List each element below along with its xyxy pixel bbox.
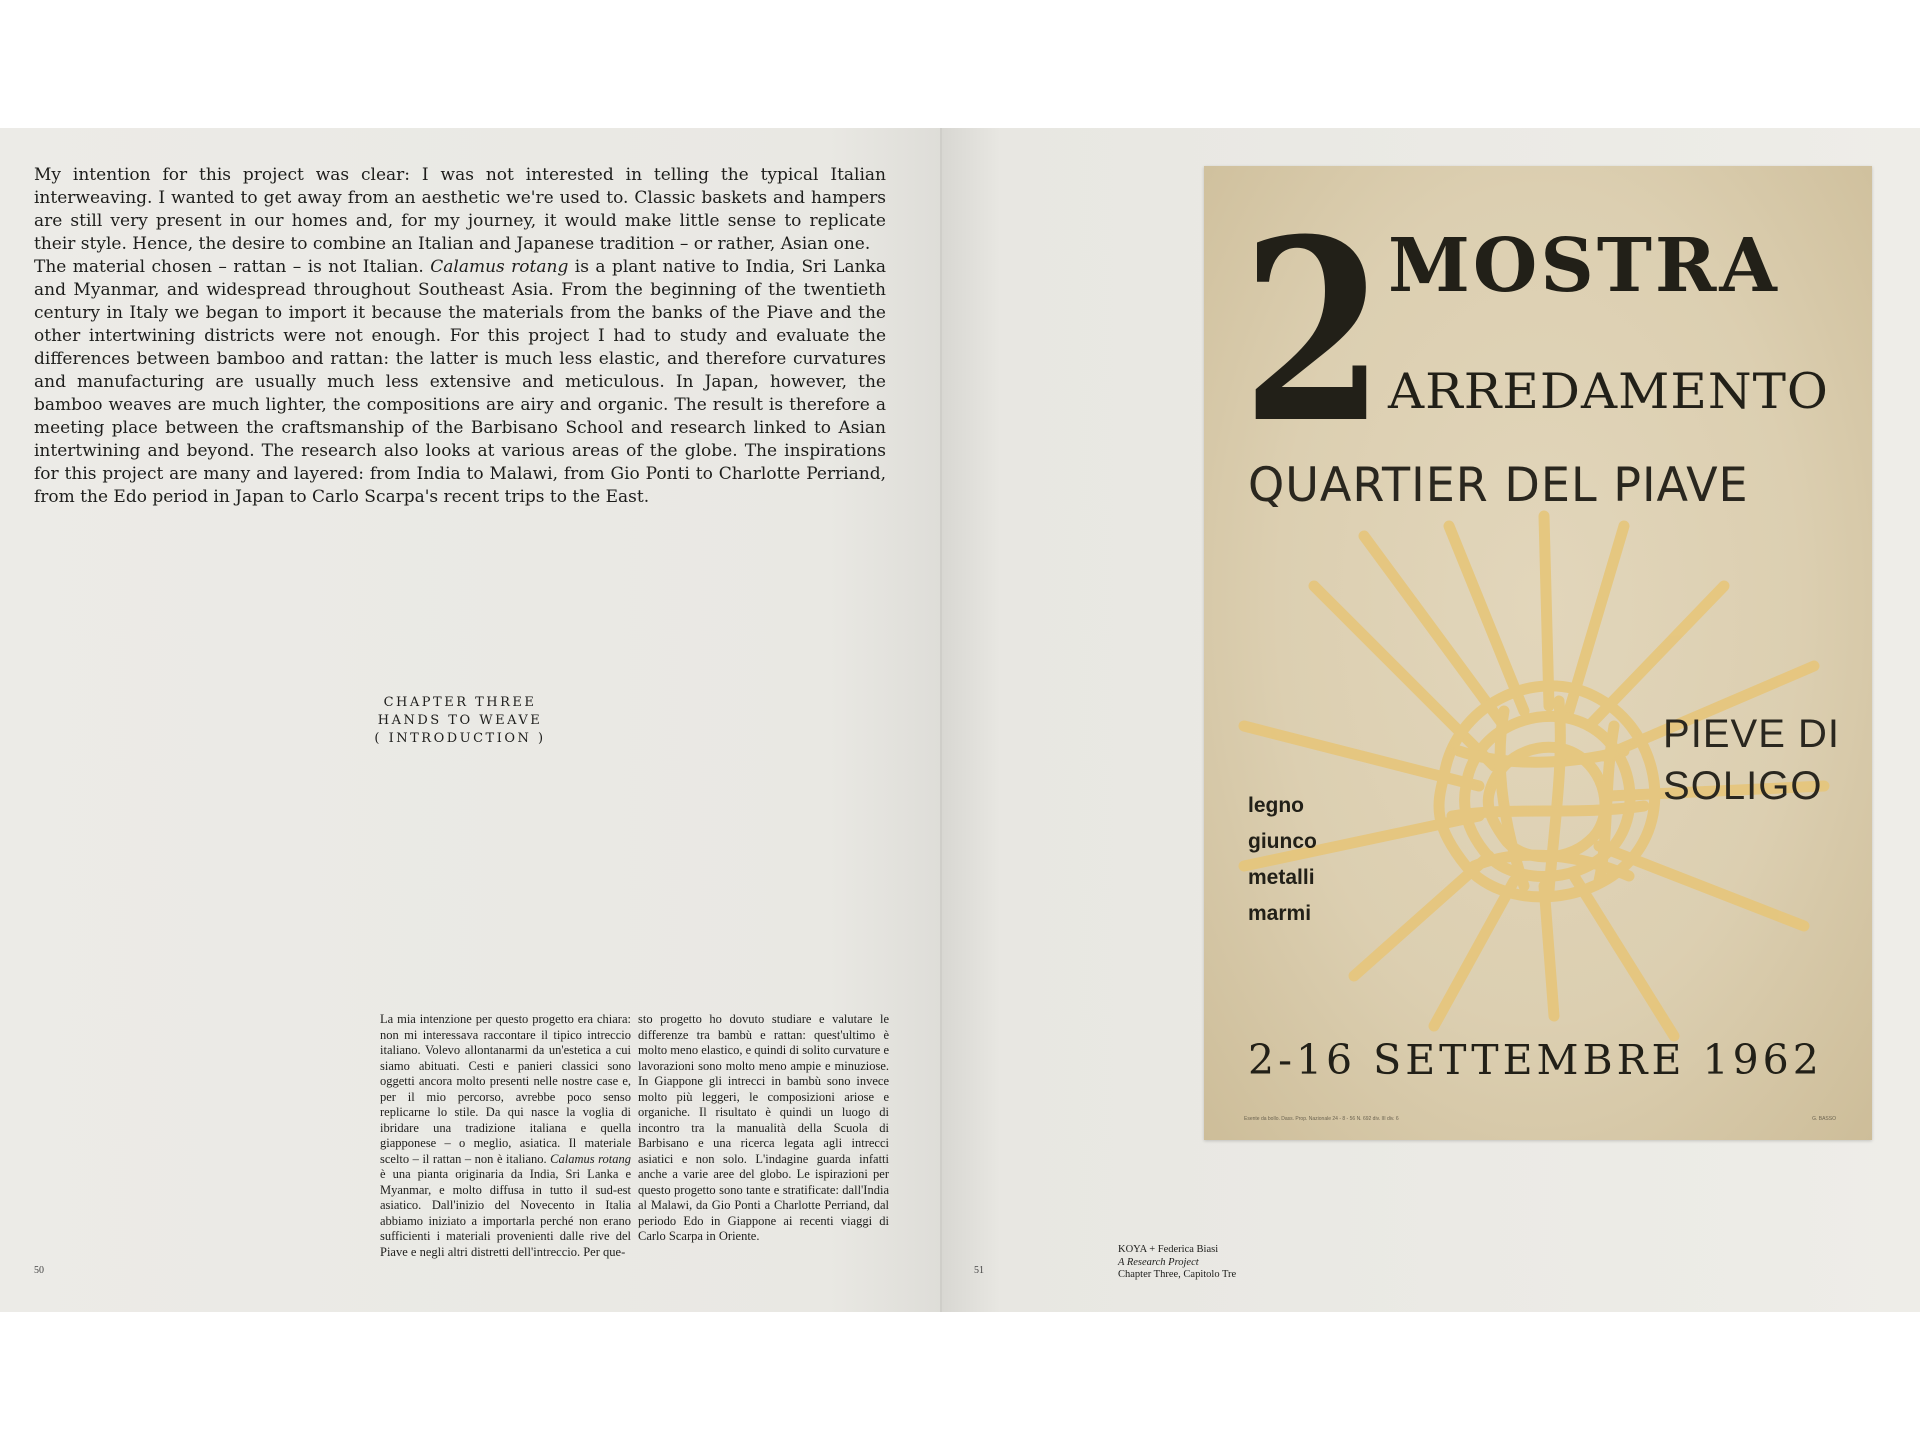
poster-signature: G. BASSO	[1812, 1116, 1836, 1122]
running-footer-credits	[1118, 1244, 1236, 1282]
poster-printer-note: Esente da bollo. Dass. Prop. Nazionale 24 - 8 - 56 N. 692 div. III div. 6	[1244, 1116, 1399, 1122]
poster-venue: QUARTIER DEL PIAVE	[1248, 458, 1749, 513]
right-page	[942, 128, 1920, 1312]
exhibition-poster	[1204, 166, 1872, 1140]
intro-paragraph-2: The material chosen – rattan – is not Italian. Calamus rotang is a plant native to India, Sri Lanka and Myanmar, and widespread throughout Southeast Asia. From the beginning of the twentieth century in Italy we began to import it because the materials from the banks of the Piave and the other intertwining districts were not enough. For this project I had to study and evaluate the differences between bamboo and rattan: the latter is much less elastic, and therefore curvatures and manufacturing are usually much less extensive and meticulous. In Japan, however, the bamboo weaves are much lighter, the compositions are airy and organic. The result is therefore a meeting place between the craftsmanship of the Barbisano School and research linked to Asian intertwining and beyond. The research also looks at various areas of the globe. The inspirations for this project are many and layered: from India to Malawi, from Gio Ponti to Charlotte Perriand, from the Edo period in Japan to Carlo Scarpa's recent trips to the East.	[34, 257, 886, 507]
english-intro-text	[34, 164, 886, 509]
poster-number: 2	[1242, 184, 1385, 478]
material-item: marmi	[1248, 902, 1312, 925]
italian-text-column-1: La mia intenzione per questo progetto era chiara: non mi interessava raccontare il tipico intreccio italiano. Volevo allontanarmi da un'estetica a cui siamo abituati. Cesti e panieri classici sono oggetti ancora molto presenti nelle nostre case e, per il mio percorso, avrebbe poco senso replicarne lo stile. Da qui nasce la voglia di ibridare una tradizione italiana e quella giapponese – o meglio, asiatica. Il materiale scelto – il rattan – non è italiano. Calamus rotang è una pianta originaria da India, Sri Lanka e Myanmar, e molto diffusa in tutto il sud-est asiatico. Dall'inizio del Novecento in Italia abbiamo iniziato a importarla perché non erano sufficienti i materiali provenienti dalle rive del Piave e negli altri distretti dell'intreccio. Per que-	[380, 1012, 632, 1259]
chapter-subtitle: HANDS TO WEAVE	[377, 713, 543, 728]
material-item: legno	[1248, 794, 1304, 817]
poster-materials-list	[1248, 788, 1317, 932]
credit-authors: KOYA + Federica Biasi	[1118, 1244, 1219, 1255]
chapter-heading	[300, 694, 620, 748]
material-item: metalli	[1248, 866, 1315, 889]
left-page	[0, 128, 942, 1312]
poster-title: MOSTRA	[1388, 223, 1780, 309]
chapter-section: ( INTRODUCTION )	[374, 731, 546, 746]
page-number-left: 50	[34, 1265, 44, 1276]
poster-dates: 2-16 SETTEMBRE 1962	[1248, 1036, 1823, 1084]
book-spread	[0, 128, 1920, 1312]
chapter-title: CHAPTER THREE	[383, 695, 537, 710]
italian-text-column-2: sto progetto ho dovuto studiare e valutare le differenze tra bambù e rattan: quest'ultimo è molto meno elastico, e quindi di solito curvature e lavorazioni sono molto meno ampie e minuziose. In Giappone gli intrecci in bambù sono invece molto più leggeri, le composizioni ariose e organiche. Il risultato è quindi un luogo di incontro tra la manualità della Scuola di Barbisano e una ricerca legata agli intrecci asiatici e non solo. L'indagine guarda infatti anche a varie aree del globo. Le ispirazioni per questo progetto sono tante e stratificate: dall'India al Malawi, da Gio Ponti a Charlotte Perriand, dal periodo Edo in Giappone ai recenti viaggi di Carlo Scarpa in Oriente.	[638, 1012, 889, 1243]
page-number-right: 51	[974, 1265, 984, 1276]
credit-chapter: Chapter Three, Capitolo Tre	[1118, 1269, 1237, 1280]
intro-paragraph-1: My intention for this project was clear: I was not interested in telling the typical Italian interweaving. I wanted to get away from an aesthetic we're used to. Classic baskets and hampers are still very present in our homes and, for my journey, it would make little sense to replicate their style. Hence, the desire to combine an Italian and Japanese tradition – or rather, Asian one.	[34, 165, 886, 254]
credit-project: A Research Project	[1118, 1256, 1199, 1268]
poster-place: PIEVE DI SOLIGO	[1663, 712, 1840, 808]
material-item: giunco	[1248, 830, 1317, 853]
poster-subtitle: ARREDAMENTO	[1388, 363, 1829, 420]
